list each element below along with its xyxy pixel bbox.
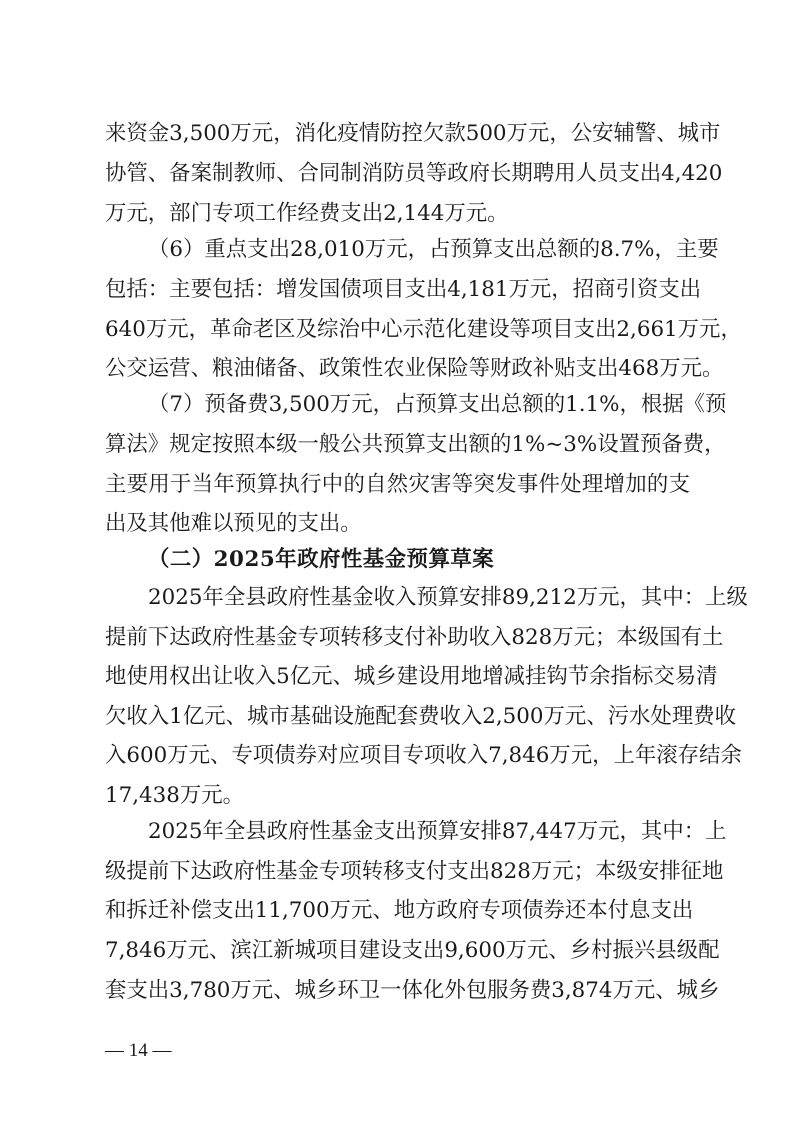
text-line: 地使用权出让收入5亿元、城乡建设用地增减挂钩节余指标交易清 <box>105 664 718 689</box>
text-line: 17,438万元。 <box>105 783 245 808</box>
text-line: 提前下达政府性基金专项转移支付补助收入828万元；本级国有土 <box>105 625 724 650</box>
text-line: （7）预备费3,500万元，占预算支出总额的1.1%，根据《预 <box>148 392 727 417</box>
text-line: 包括：主要包括：增发国债项目支出4,181万元，招商引资支出 <box>105 277 702 302</box>
text-line: （6）重点支出28,010万元，占预算支出总额的8.7%，主要 <box>148 237 719 262</box>
text-line: 2025年全县政府性基金收入预算安排89,212万元，其中：上级 <box>148 585 748 610</box>
text-line: 万元，部门专项工作经费支出2,144万元。 <box>105 201 509 226</box>
text-line: 出及其他难以预见的支出。 <box>105 511 362 536</box>
text-line: 入600万元、专项债券对应项目专项收入7,846万元，上年滚存结余 <box>105 743 742 768</box>
text-line: 640万元，革命老区及综治中心示范化建设等项目支出2,661万元， <box>105 317 742 342</box>
page-number: — 14 — <box>105 1040 172 1061</box>
text-line: 来资金3,500万元，消化疫情防控欠款500万元，公安辅警、城市 <box>105 121 721 146</box>
text-line: 套支出3,780万元、城乡环卫一体化外包服务费3,874万元、城乡 <box>105 978 720 1003</box>
text-line: 2025年全县政府性基金支出预算安排87,447万元，其中：上 <box>148 819 727 844</box>
text-line: 和拆迁补偿支出11,700万元、地方政府专项债券还本付息支出 <box>105 898 694 923</box>
text-line: 协管、备案制教师、合同制消防员等政府长期聘用人员支出4,420 <box>105 161 723 186</box>
text-line: 欠收入1亿元、城市基础设施配套费收入2,500万元、污水处理费收 <box>105 704 737 729</box>
text-line: 公交运营、粮油储备、政策性农业保险等财政补贴支出468万元。 <box>105 356 724 381</box>
text-line: 算法》规定按照本级一般公共预算支出额的1%~3%设置预备费， <box>105 432 726 457</box>
text-line: 级提前下达政府性基金专项转移支付支出828万元；本级安排征地 <box>105 859 724 884</box>
text-line: 7,846万元、滨江新城项目建设支出9,600万元、乡村振兴县级配 <box>105 938 720 963</box>
text-line: 主要用于当年预算执行中的自然灾害等突发事件处理增加的支 <box>105 472 690 497</box>
section-heading: （二）2025年政府性基金预算草案 <box>148 547 495 572</box>
